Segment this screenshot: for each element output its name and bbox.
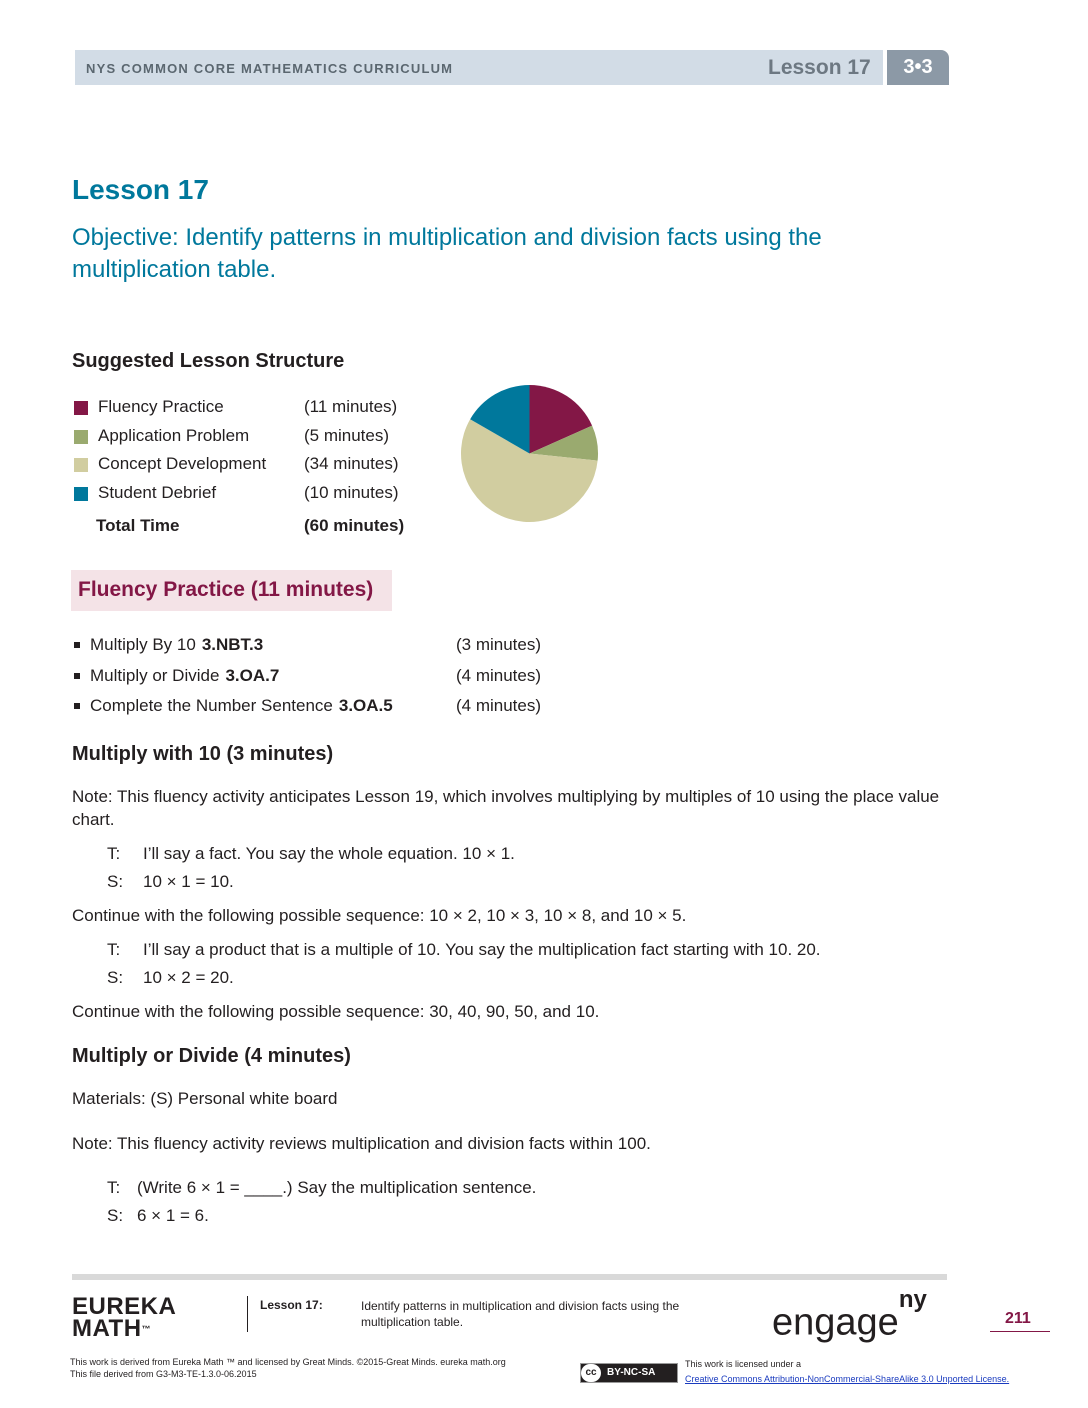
license-left-line-1: This work is derived from Eureka Math ™ and licensed by Great Minds. ©2015-Great Minds. eureka math.org [70, 1357, 506, 1367]
legend-label: Student Debrief [98, 483, 217, 502]
engage-text: engage [772, 1301, 899, 1344]
cc-badge-text: BY-NC-SA [607, 1367, 656, 1378]
continue-sequence: Continue with the following possible sequence: 10 × 2, 10 × 3, 10 × 8, and 10 × 5. [72, 906, 687, 925]
page-number-underline [990, 1331, 1050, 1332]
engageny-logo [772, 1286, 927, 1345]
bullet-square-icon [74, 703, 80, 709]
structure-heading: Suggested Lesson Structure [72, 350, 345, 372]
license-link[interactable]: Creative Commons Attribution-NonCommercial-ShareAlike 3.0 Unported License. [685, 1374, 1010, 1384]
speaker-label: T: [107, 844, 121, 863]
lesson-structure-pie-chart [460, 384, 599, 523]
fluency-item-standard: 3.NBT.3 [201, 635, 264, 654]
fluency-item-label: Multiply By 10 [90, 635, 196, 654]
legend-swatch [74, 401, 88, 415]
license-right-line-1: This work is licensed under a [685, 1359, 802, 1369]
eureka-math-logo [72, 1293, 177, 1342]
fluency-item-label: Multiply or Divide [90, 666, 220, 685]
lesson-title: Lesson 17 [72, 174, 209, 205]
license-left [70, 1356, 506, 1380]
dialog-text: I’ll say a product that is a multiple of 10. You say the multiplication fact starting with 10. 20. [143, 940, 821, 959]
legend-swatch [74, 487, 88, 501]
speaker-label: S: [107, 872, 124, 891]
fluency-item-standard: 3.OA.5 [338, 696, 393, 715]
legend-minutes: (5 minutes) [304, 426, 390, 445]
student-line [107, 1204, 209, 1227]
legend-label: Concept Development [98, 454, 267, 473]
logo-line-1: EUREKA [72, 1293, 177, 1320]
logo-line-2: MATH [72, 1315, 142, 1342]
dialog-text: 10 × 1 = 10. [143, 872, 234, 891]
speaker-label: T: [107, 940, 121, 959]
grade-module-badge: 3•3 [887, 50, 949, 85]
logo-trademark: ™ [141, 1324, 152, 1334]
speaker-label: S: [107, 968, 124, 987]
fluency-item-label: Complete the Number Sentence [90, 696, 333, 715]
fluency-item-minutes: (4 minutes) [456, 696, 542, 715]
total-time-value: (60 minutes) [304, 516, 405, 535]
header-lesson: Lesson 17 [768, 56, 871, 79]
speaker-label: S: [107, 1206, 124, 1225]
bullet-square-icon [74, 642, 80, 648]
section-heading-multiply-with-10: Multiply with 10 (3 minutes) [72, 743, 334, 765]
legend-swatch [74, 458, 88, 472]
footer-lesson-objective: Identify patterns in multiplication and division facts using the multiplication table. [361, 1299, 680, 1329]
footer-lesson-label: Lesson 17: [260, 1298, 323, 1312]
ny-text: ny [898, 1286, 927, 1313]
fluency-heading: Fluency Practice (11 minutes) [78, 578, 374, 601]
legend-minutes: (34 minutes) [304, 454, 399, 473]
speaker-label: T: [107, 1178, 121, 1197]
cc-license-badge [580, 1363, 678, 1383]
lesson-objective: Objective: Identify patterns in multiplication and division facts using the multiplication table. [72, 224, 822, 283]
continue-sequence: Continue with the following possible sequence: 30, 40, 90, 50, and 10. [72, 1002, 600, 1021]
bullet-square-icon [74, 673, 80, 679]
dialog-text: 6 × 1 = 6. [137, 1206, 209, 1225]
footer-rule [72, 1274, 947, 1280]
dialog-text: (Write 6 × 1 = ____.) Say the multiplication sentence. [137, 1178, 537, 1197]
legend-minutes: (11 minutes) [304, 397, 398, 416]
materials: Materials: (S) Personal white board [72, 1089, 338, 1108]
teacher-line [107, 938, 821, 961]
legend-label: Application Problem [98, 426, 250, 445]
legend-minutes: (10 minutes) [304, 483, 399, 502]
dialog-text: 10 × 2 = 20. [143, 968, 234, 987]
license-left-line-2: This file derived from G3-M3-TE-1.3.0-06.2015 [70, 1369, 257, 1379]
teacher-line [107, 842, 515, 865]
footer-divider [247, 1296, 248, 1332]
dialog-text: I’ll say a fact. You say the whole equation. 10 × 1. [143, 844, 515, 863]
section1-note: Note: This fluency activity anticipates Lesson 19, which involves multiplying by multiples of 10 using the place value chart. [72, 787, 940, 829]
student-line [107, 870, 234, 893]
section2-note: Note: This fluency activity reviews multiplication and division facts within 100. [72, 1134, 651, 1153]
creative-commons-icon: cc [581, 1364, 601, 1382]
header-curriculum: NYS COMMON CORE MATHEMATICS CURRICULUM [86, 61, 454, 76]
section-heading-multiply-or-divide: Multiply or Divide (4 minutes) [72, 1045, 351, 1067]
teacher-line [107, 1176, 536, 1199]
student-line [107, 966, 234, 989]
legend-swatch [74, 430, 88, 444]
legend-label: Fluency Practice [98, 397, 224, 416]
fluency-item-minutes: (4 minutes) [456, 666, 542, 685]
fluency-item-minutes: (3 minutes) [456, 635, 542, 654]
page-number: 211 [1005, 1310, 1031, 1327]
total-time-label: Total Time [96, 516, 180, 535]
fluency-item-standard: 3.OA.7 [225, 666, 280, 685]
